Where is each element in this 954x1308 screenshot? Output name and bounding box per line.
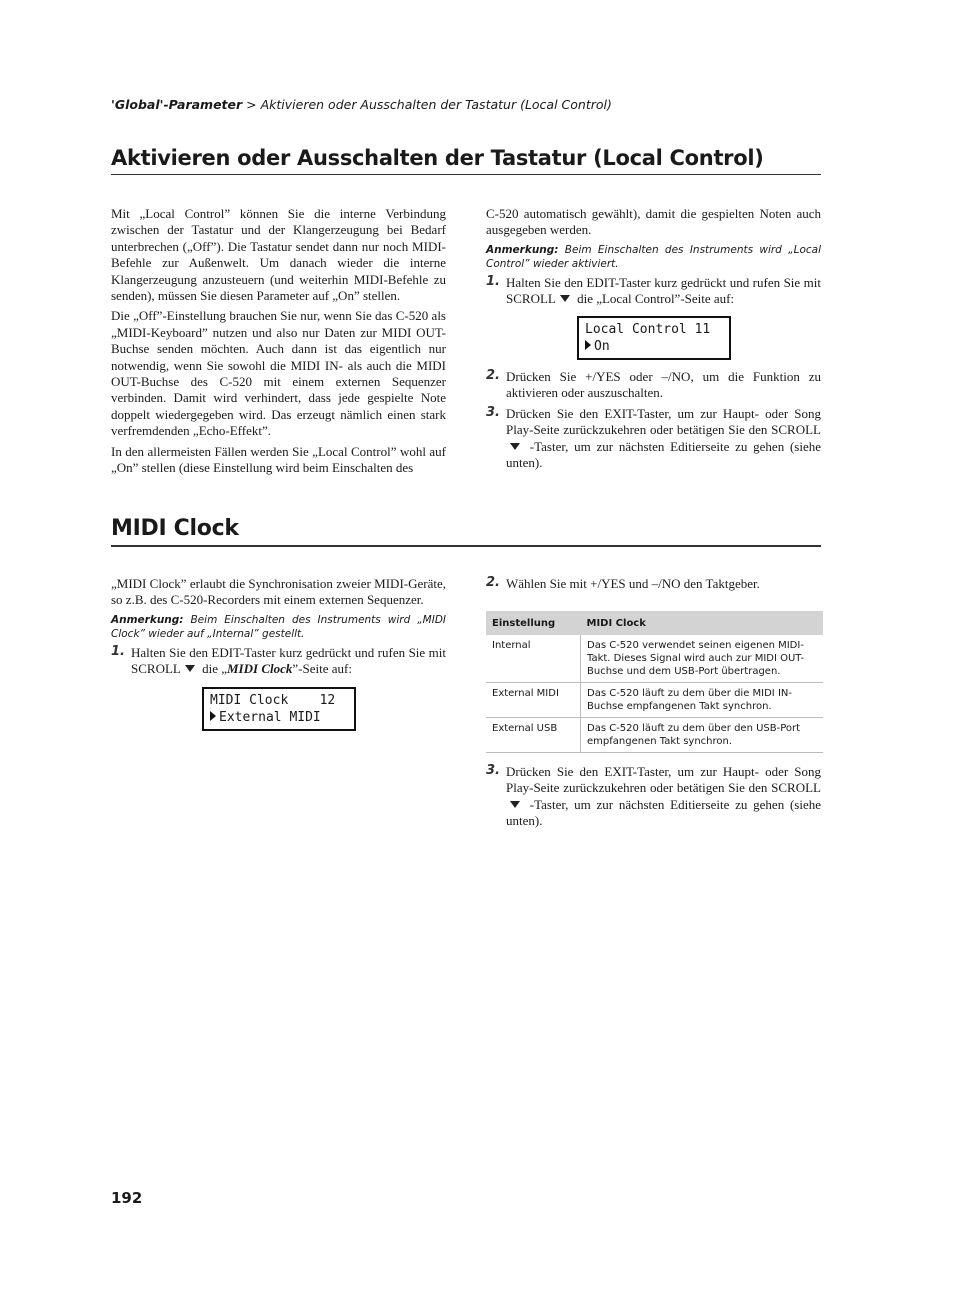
step-3 <box>486 406 821 472</box>
step-1 <box>111 645 446 678</box>
step-number: 1. <box>486 273 500 289</box>
lcd-line-1: MIDI Clock 12 <box>210 693 336 708</box>
paragraph: „MIDI Clock” erlaubt die Synchronisation zweier MIDI-Geräte, so z.B. des C-520-Recorders mit einem externen Sequenzer. <box>111 576 446 608</box>
table-cell: External MIDI <box>486 683 581 718</box>
step-text: -Taster, um zur nächsten Editierseite zu gehen (siehe unten). <box>506 796 821 829</box>
paragraph: Die „Off”-Einstellung brauchen Sie nur, wenn Sie das C-520 als „MIDI-Keyboard” nutzen und also nur Daten zur MIDI OUT-Buchse senden möchten. Auch dann ist das eigentlich nur notwendig, wenn Sie sowohl die MIDI IN- als auch die MIDI OUT-Buchse des C-520 mit einem externen Sequenzer verbinden. Damit wird verhindert, dass jede gespielte Note doppelt wiedergegeben wird. Das erzeugt nämlich einen stark verfremdenden „Echo-Effekt”. <box>111 308 446 439</box>
paragraph: In den allermeisten Fällen werden Sie „Local Control” wohl auf „On” stellen (diese Einstellung wird beim Einschalten des <box>111 443 446 476</box>
breadcrumb-section: 'Global'-Parameter <box>111 97 243 112</box>
table-cell: Das C-520 verwendet seinen eigenen MIDI-Takt. Dieses Signal wird auch zur MIDI OUT-Buchse und dem USB-Port übertragen. <box>581 635 824 683</box>
step-number: 2. <box>486 368 500 383</box>
step-number: 3. <box>486 763 500 778</box>
scroll-down-triangle-icon <box>185 665 195 672</box>
note-label: Anmerkung: <box>111 613 184 626</box>
table-row <box>486 683 823 718</box>
step-text: Drücken Sie +/YES oder –/NO, um die Funktion zu aktivieren oder auszuschalten. <box>506 369 821 401</box>
step-text: Wählen Sie mit +/YES und –/NO den Taktgeber. <box>506 576 760 591</box>
table-cell: Das C-520 läuft zu dem über die MIDI IN-Buchse empfangenen Takt synchron. <box>581 683 824 718</box>
lcd-cursor-arrow-icon <box>585 340 591 350</box>
step-text: Halten Sie den EDIT-Taster kurz gedrückt und rufen Sie mit SCROLL <box>131 644 446 677</box>
step-1 <box>486 275 821 308</box>
column-header: Einstellung <box>486 611 581 635</box>
scroll-down-triangle-icon <box>510 801 520 808</box>
section-title-midi-clock: MIDI Clock <box>111 516 821 547</box>
local-control-right-column <box>486 206 821 312</box>
local-control-steps <box>486 369 821 475</box>
local-control-left-column <box>111 206 446 481</box>
step-3 <box>486 764 821 830</box>
note-text: Beim Einschalten des Instruments wird „MIDI Clock” wieder auf „Internal” gestellt. <box>111 613 446 640</box>
lcd-line-2: On <box>594 339 610 354</box>
step-text: -Taster, um zur nächsten Editierseite zu gehen (siehe unten). <box>506 438 821 471</box>
step-text: Drücken Sie den EXIT-Taster, um zur Haupt- oder Song Play-Seite zurückzukehren oder betätigen Sie den SCROLL <box>506 764 821 796</box>
lcd-display-local-control <box>577 316 731 360</box>
midi-clock-steps <box>486 764 821 834</box>
note-label: Anmerkung: <box>486 243 559 256</box>
step-number: 2. <box>486 575 500 590</box>
table-row <box>486 718 823 753</box>
table-header-row <box>486 611 823 635</box>
breadcrumb-topic: > Aktivieren oder Ausschalten der Tastatur (Local Control) <box>242 97 612 112</box>
scroll-down-triangle-icon <box>560 295 570 302</box>
step-2 <box>486 576 821 592</box>
note <box>111 613 446 641</box>
table-cell: Das C-520 läuft zu dem über den USB-Port empfangenen Takt synchron. <box>581 718 824 753</box>
section-title-local-control: Aktivieren oder Ausschalten der Tastatur (Local Control) <box>111 146 821 175</box>
step-text: Drücken Sie den EXIT-Taster, um zur Haupt- oder Song Play-Seite zurückzukehren oder betätigen Sie den SCROLL <box>506 405 821 438</box>
page-number: 192 <box>111 1189 143 1207</box>
note-text: Beim Einschalten des Instruments wird „Local Control” wieder aktiviert. <box>486 243 821 270</box>
column-header: MIDI Clock <box>581 611 824 635</box>
table-cell: Internal <box>486 635 581 683</box>
step-2 <box>486 369 821 402</box>
step-number: 3. <box>486 404 500 420</box>
step-text: ”-Seite auf: <box>292 661 352 677</box>
midi-clock-settings-table <box>486 611 823 753</box>
table-cell: External USB <box>486 718 581 753</box>
lcd-line-2: External MIDI <box>219 710 321 725</box>
lcd-line-1: Local Control 11 <box>585 322 711 337</box>
midi-clock-right-column <box>486 576 821 596</box>
step-text: die „ <box>198 661 227 677</box>
step-number: 1. <box>111 643 125 659</box>
step-text: die „Local Control”-Seite auf: <box>573 291 735 307</box>
paragraph: Mit „Local Control” können Sie die interne Verbindung zwischen der Tastatur und der Klangerzeugung bei Bedarf unterbrechen („Off”). Die Tastatur sendet dann nur noch MIDI-Befehle zur Außenwelt. Um danach wieder die interne Klangerzeugung anzusteuern (und weiterhin MIDI-Befehle zu senden), müssen Sie diesen Parameter auf „On” stellen. <box>111 206 446 304</box>
paragraph: C-520 automatisch gewählt), damit die gespielten Noten auch ausgegeben werden. <box>486 206 821 238</box>
note <box>486 243 821 271</box>
step-text: Halten Sie den EDIT-Taster kurz gedrückt und rufen Sie mit SCROLL <box>506 274 821 307</box>
midi-clock-left-column <box>111 576 446 682</box>
lcd-cursor-arrow-icon <box>210 711 216 721</box>
breadcrumb <box>111 97 612 112</box>
step-emphasis: MIDI Clock <box>227 661 293 677</box>
scroll-down-triangle-icon <box>510 443 520 450</box>
table-row <box>486 635 823 683</box>
lcd-display-midi-clock <box>202 687 356 731</box>
